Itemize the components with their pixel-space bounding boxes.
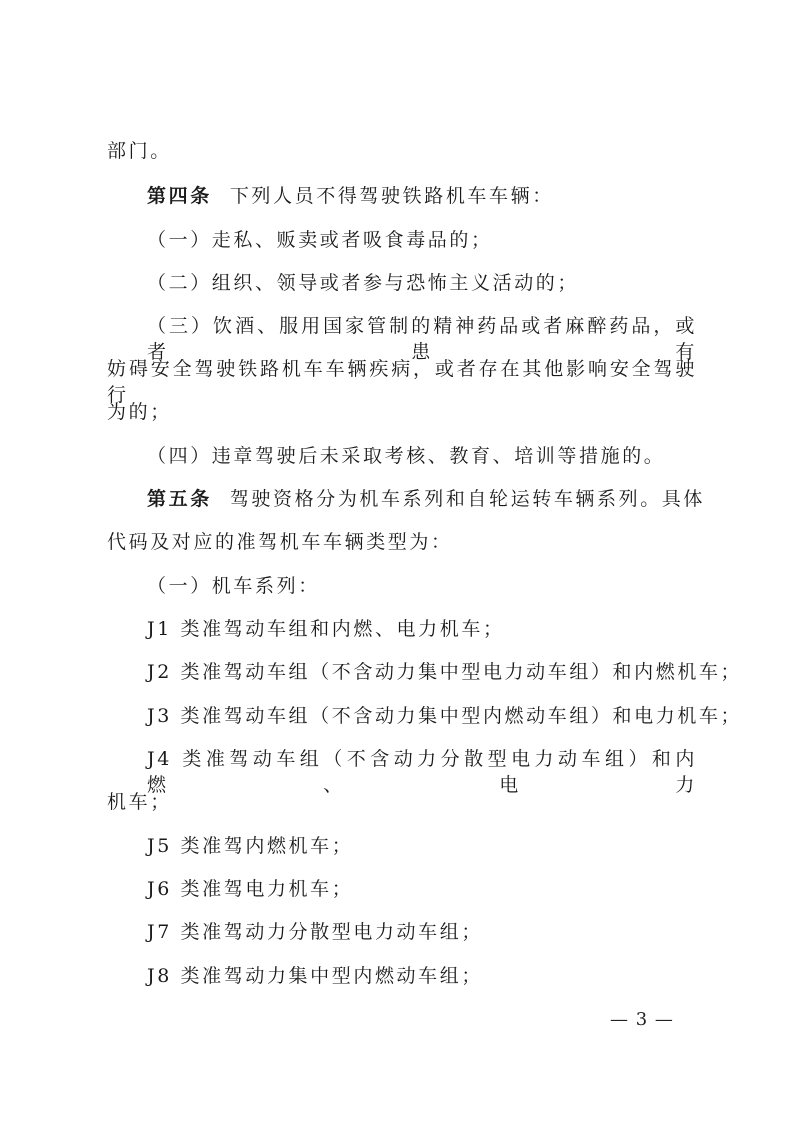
text-line: J4 类准驾动车组（不含动力分散型电力动车组）和内燃、电力: [147, 748, 697, 796]
text-line: J8 类准驾动力集中型内燃动车组；: [147, 965, 483, 987]
text-line: J5 类准驾内燃机车；: [147, 835, 354, 857]
text-line: J2 类准驾动车组（不含动力集中型电力动车组）和内燃机车；: [147, 661, 743, 683]
text-line: 下列人员不得驾驶铁路机车车辆：: [229, 185, 554, 207]
text-line: （一）机车系列：: [147, 575, 320, 597]
text-line: 妨碍安全驾驶铁路机车车辆疾病，或者存在其他影响安全驾驶行: [107, 358, 697, 406]
text-line: 驾驶资格分为机车系列和自轮运转车辆系列。具体: [229, 488, 706, 510]
text-line: （三）饮酒、服用国家管制的精神药品或者麻醉药品，或者患有: [147, 315, 697, 363]
text-line: 代码及对应的准驾机车车辆类型为：: [107, 531, 453, 553]
text-line: J3 类准驾动车组（不含动力集中型内燃动车组）和电力机车；: [147, 705, 743, 727]
text-line: （二）组织、领导或者参与恐怖主义活动的；: [147, 272, 580, 294]
article-4-label: 第四条: [147, 185, 212, 207]
article-4-line: [147, 183, 737, 209]
text-line: J6 类准驾电力机车；: [147, 878, 354, 900]
text-line: （四）违章驾驶后未采取考核、教育、培训等措施的。: [147, 445, 666, 467]
text-line: J7 类准驾动力分散型电力动车组；: [147, 921, 483, 943]
text-line: 部门。: [107, 140, 172, 162]
text-line: 机车；: [107, 791, 172, 813]
text-line: （一）走私、贩卖或者吸食毒品的；: [147, 229, 493, 251]
article-5-label: 第五条: [147, 488, 212, 510]
article-5-line: [147, 486, 737, 512]
text-line: 为的；: [107, 401, 172, 423]
text-line: J1 类准驾动车组和内燃、电力机车；: [147, 618, 505, 640]
page-number: — 3 —: [610, 1009, 674, 1030]
